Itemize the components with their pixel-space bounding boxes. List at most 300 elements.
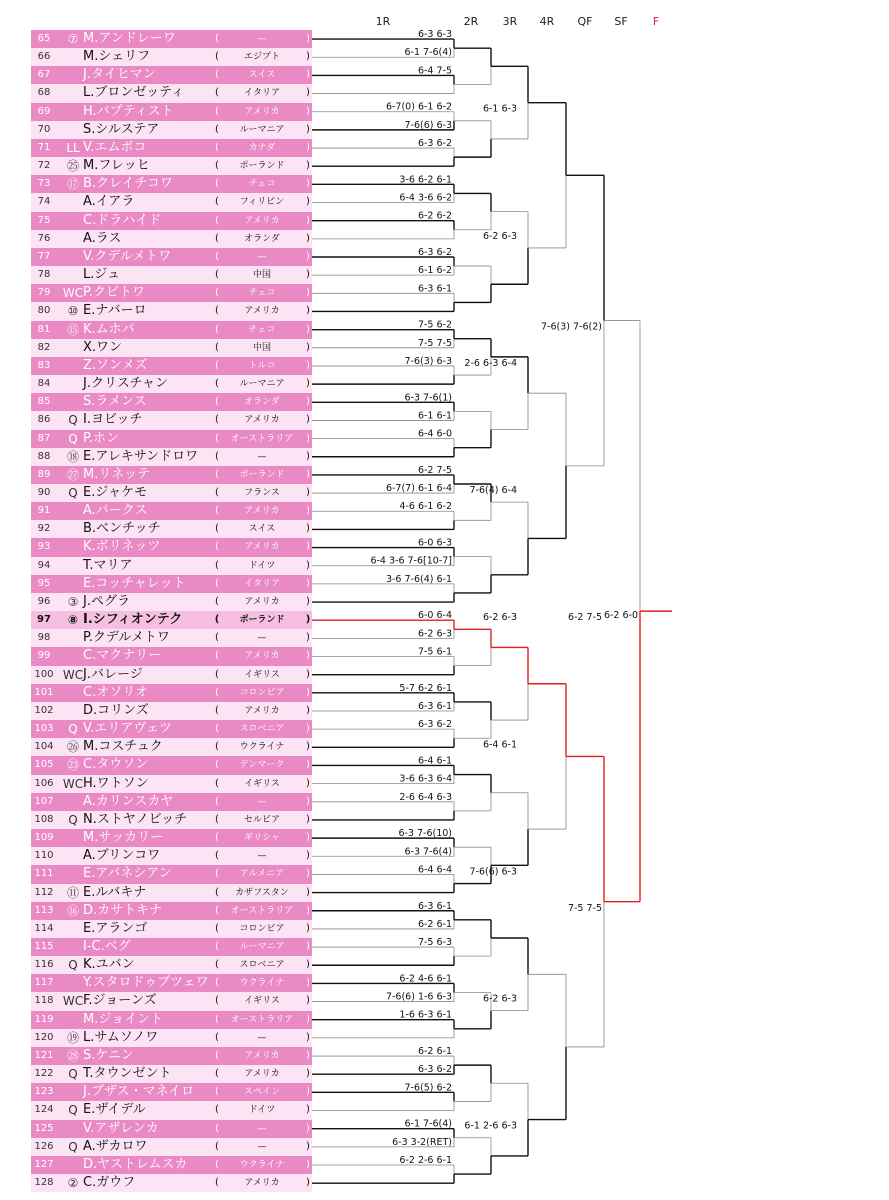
paren-close: ): [306, 813, 310, 825]
paren-close: ): [306, 941, 310, 952]
paren-close: ): [306, 541, 310, 553]
paren-open: (: [215, 69, 219, 81]
match-score: 3-6 7-6(4) 6-1: [385, 573, 452, 585]
match-score: 6-2 6-3: [482, 230, 517, 242]
paren-close: ): [306, 232, 310, 244]
match-score: 6-4 3-6 7-6[10-7]: [370, 555, 452, 567]
paren-open: (: [215, 559, 219, 571]
player-name: C.マクナリー: [83, 648, 162, 664]
match-score: 6-4 6-1: [482, 739, 517, 751]
paren-close: ): [306, 832, 310, 844]
paren-close: ): [306, 33, 310, 44]
match-score: 6-7(0) 6-1 6-2: [385, 101, 452, 113]
player-number: 114: [34, 922, 54, 934]
match-score: 7-6(3) 7-6(2): [541, 321, 602, 333]
player-country: チェコ: [248, 324, 276, 335]
paren-open: (: [215, 1031, 219, 1043]
player-number: 73: [37, 178, 51, 190]
paren-close: ): [306, 396, 310, 408]
player-number: 124: [34, 1104, 54, 1116]
player-number: 96: [37, 595, 51, 607]
paren-close: ): [306, 577, 310, 589]
player-name: C.タウソン: [83, 757, 149, 773]
player-name: K.ユバン: [83, 957, 135, 973]
round-header-3r: 3R: [502, 15, 518, 28]
player-number: 110: [34, 850, 54, 862]
player-country: コロンビア: [239, 687, 285, 698]
match-score: 3-6 6-3 6-4: [399, 773, 452, 785]
player-name: I.ヨビッチ: [83, 412, 143, 428]
player-name: D.カサトキナ: [83, 902, 163, 918]
player-name: M.サッカリー: [83, 830, 164, 846]
player-number: 116: [34, 959, 54, 971]
player-seed: ㉓: [66, 758, 79, 773]
match-score: 6-1 7-6(4): [404, 47, 452, 59]
paren-open: (: [215, 323, 219, 335]
player-country: ルーマニア: [239, 942, 285, 952]
match-score: 6-2 6-1: [417, 918, 452, 930]
paren-open: (: [215, 1104, 219, 1116]
player-name: Y.スタロドゥブツェワ: [83, 975, 209, 991]
paren-open: (: [215, 650, 219, 662]
player-seed: Q: [68, 486, 78, 500]
paren-close: ): [306, 559, 310, 571]
player-seed: ㉖: [66, 740, 79, 755]
player-number: 74: [37, 196, 51, 208]
paren-close: ): [306, 414, 310, 426]
player-name: A.ザカロワ: [83, 1138, 148, 1154]
player-country: アメリカ: [244, 1178, 280, 1189]
player-name: L.サムソノワ: [83, 1029, 159, 1045]
player-seed: WC: [62, 994, 84, 1009]
match-score: 6-3 3-2(RET): [392, 1136, 452, 1148]
player-seed: Q: [68, 722, 78, 737]
player-seed: ②: [67, 1176, 79, 1191]
player-name: T.マリア: [83, 557, 133, 573]
player-seed: WC: [62, 776, 84, 791]
match-score: 6-1 2-6 6-3: [464, 1120, 517, 1132]
player-country: —: [257, 1141, 267, 1152]
paren-close: ): [306, 650, 310, 662]
paren-close: ): [306, 51, 310, 63]
player-name: V.クデルメトワ: [83, 248, 172, 264]
player-country: ポーランド: [239, 469, 285, 480]
player-name: J.クリスチャン: [83, 376, 169, 392]
player-seed: ⑮: [66, 322, 79, 337]
paren-open: (: [215, 51, 219, 63]
player-name: C.ドラハイド: [83, 212, 162, 228]
match-score: 6-7(7) 6-1 6-4: [385, 483, 452, 495]
player-name: X.ワン: [83, 339, 123, 355]
player-country: アメリカ: [244, 542, 280, 553]
paren-open: (: [215, 1086, 219, 1098]
match-score: 7-5 6-2: [417, 319, 452, 331]
player-name: E.アランゴ: [83, 920, 148, 936]
player-name: C.オソリオ: [83, 684, 149, 700]
player-number: 112: [34, 886, 54, 898]
player-country: コロンビア: [239, 923, 285, 934]
player-number: 95: [37, 577, 51, 589]
paren-open: (: [215, 759, 219, 771]
player-name: N.ストヤノビッチ: [83, 811, 188, 827]
player-country: アルメニア: [239, 869, 285, 880]
match-score: 6-4 3-6 6-2: [399, 192, 452, 204]
player-country: オランダ: [244, 397, 280, 408]
player-number: 78: [37, 269, 51, 281]
paren-open: (: [215, 396, 219, 408]
paren-close: ): [306, 287, 310, 299]
player-number: 86: [37, 414, 51, 426]
player-name: A.イアラ: [83, 194, 135, 210]
paren-open: (: [215, 33, 219, 44]
player-country: ウクライナ: [239, 742, 285, 753]
paren-open: (: [214, 614, 220, 626]
paren-open: (: [215, 1068, 219, 1080]
paren-open: (: [215, 832, 219, 844]
player-seed: WC: [62, 286, 84, 301]
player-country: ポーランド: [239, 161, 285, 172]
player-number: 106: [34, 777, 54, 789]
match-score: 7-5 6-1: [417, 646, 452, 658]
player-number: 81: [37, 323, 51, 335]
match-score: 6-3 6-2: [417, 1064, 452, 1076]
player-name: P.ホン: [83, 430, 119, 446]
match-score: 6-3 6-1: [417, 283, 452, 295]
player-country: アメリカ: [244, 506, 280, 517]
player-seed: Q: [68, 812, 78, 827]
player-number: 93: [37, 541, 51, 553]
match-score: 6-3 6-3: [417, 29, 452, 41]
round-header-2r: 2R: [463, 15, 479, 28]
player-country: アメリカ: [244, 596, 280, 607]
player-seed: ⑰: [66, 177, 79, 192]
player-number: 104: [34, 741, 54, 753]
paren-open: (: [215, 1013, 219, 1025]
player-name: E.ナバーロ: [83, 303, 147, 319]
match-score: 6-3 6-2: [417, 719, 452, 731]
match-score: 7-5 7-5: [417, 337, 452, 349]
player-number: 128: [34, 1177, 54, 1189]
round-header-1r: 1R: [375, 15, 391, 28]
player-number: 119: [34, 1013, 54, 1025]
player-country: スロベニア: [239, 724, 285, 735]
match-score: 4-6 6-1 6-2: [399, 501, 452, 513]
paren-close: ): [306, 1086, 310, 1098]
player-country: イタリア: [243, 88, 280, 99]
player-name: Z.ソンメズ: [83, 357, 148, 373]
player-seed: ㉘: [66, 1048, 79, 1063]
player-number: 94: [37, 559, 51, 571]
round-header-4r: 4R: [539, 15, 555, 28]
paren-open: (: [215, 1122, 219, 1134]
match-score: 6-3 6-1: [417, 701, 452, 712]
paren-close: ): [306, 904, 310, 916]
player-number: 87: [37, 432, 51, 444]
paren-close: ): [306, 160, 310, 172]
match-score: 7-5 7-5: [567, 902, 602, 914]
final-score: 6-2 6-0: [603, 610, 638, 622]
match-score: 7-6(4) 6-4: [469, 485, 517, 497]
match-score: 6-2 4-6 6-1: [399, 973, 452, 985]
player-country: アメリカ: [244, 1069, 280, 1080]
player-number: 121: [34, 1049, 54, 1061]
paren-close: ): [306, 269, 310, 281]
player-country: フィリピン: [239, 197, 285, 208]
player-number: 85: [37, 396, 51, 408]
paren-close: ): [305, 614, 311, 626]
paren-open: (: [215, 795, 219, 807]
paren-open: (: [215, 850, 219, 862]
paren-close: ): [306, 87, 310, 99]
player-number: 105: [34, 759, 54, 771]
player-name: L.ブロンゼッティ: [83, 85, 185, 101]
player-seed: Q: [68, 413, 78, 428]
paren-close: ): [306, 886, 310, 898]
match-score: 2-6 6-4 6-3: [399, 791, 452, 803]
match-score: 6-3 6-2: [417, 247, 452, 258]
player-country: アメリカ: [244, 705, 280, 716]
player-country: アメリカ: [244, 415, 280, 426]
paren-open: (: [215, 541, 219, 553]
paren-open: (: [215, 178, 219, 190]
paren-close: ): [306, 977, 310, 989]
paren-close: ): [306, 723, 310, 735]
player-name: E.ルバキナ: [83, 884, 147, 900]
player-number: 111: [34, 868, 54, 880]
player-country: —: [257, 251, 267, 262]
paren-open: (: [215, 577, 219, 589]
paren-open: (: [215, 487, 219, 498]
player-number: 109: [34, 832, 54, 844]
paren-open: (: [215, 87, 219, 99]
match-score: 6-2 7-5: [567, 612, 602, 624]
player-name: B.クレイチコワ: [83, 176, 173, 192]
paren-close: ): [306, 1104, 310, 1116]
paren-open: (: [215, 777, 219, 789]
paren-close: ): [306, 378, 310, 390]
player-country: —: [257, 796, 267, 807]
paren-open: (: [215, 704, 219, 716]
match-score: 6-3 7-6(1): [404, 392, 452, 404]
paren-close: ): [306, 686, 310, 698]
player-country: イギリス: [244, 996, 280, 1007]
player-number: 107: [34, 795, 54, 807]
match-score: 6-1 7-6(4): [404, 1118, 452, 1130]
player-number: 125: [34, 1122, 54, 1134]
player-number: 66: [37, 51, 51, 63]
player-country: ウクライナ: [239, 1159, 285, 1170]
paren-close: ): [306, 250, 310, 262]
player-name: J.ペグラ: [83, 593, 130, 609]
player-name: M.コスチュク: [83, 739, 163, 755]
paren-close: ): [306, 741, 310, 753]
player-name: H.バプティスト: [83, 103, 174, 119]
player-seed: Q: [68, 958, 78, 973]
player-name: I-C.ベグ: [83, 939, 131, 954]
player-country: セルビア: [243, 814, 280, 825]
paren-close: ): [306, 141, 310, 153]
player-country: チェコ: [248, 179, 276, 190]
match-score: 6-1 6-1: [417, 410, 452, 422]
paren-close: ): [306, 632, 310, 644]
player-name: T.タウンゼント: [83, 1066, 172, 1082]
round-header-qf: QF: [577, 15, 593, 28]
match-score: 6-2 6-3: [417, 628, 452, 640]
player-seed: ⑩: [67, 304, 79, 319]
player-name: E.アバネシアン: [83, 866, 172, 882]
match-score: 7-6(6) 6-3: [469, 866, 517, 878]
player-name: B.ベンチッチ: [83, 521, 161, 537]
player-country: イタリア: [243, 578, 280, 589]
player-country: イギリス: [244, 669, 280, 680]
player-number: 83: [37, 359, 51, 371]
paren-close: ): [306, 323, 310, 335]
paren-open: (: [215, 1158, 219, 1170]
match-score: 6-2 7-5: [417, 464, 452, 476]
player-country: エジプト: [243, 52, 280, 63]
paren-close: ): [306, 523, 310, 535]
paren-open: (: [215, 595, 219, 607]
player-number: 88: [37, 450, 51, 462]
paren-open: (: [215, 359, 219, 371]
player-number: 84: [37, 378, 51, 390]
player-name: A.パークス: [83, 503, 148, 519]
player-seed: ⑪: [66, 885, 79, 900]
paren-close: ): [306, 450, 310, 462]
player-name: D.ヤストレムスカ: [83, 1156, 188, 1172]
player-country: カナダ: [248, 142, 276, 153]
match-score: 6-2 6-3: [482, 612, 517, 624]
paren-close: ): [306, 105, 310, 117]
player-name: A.ラス: [83, 230, 122, 246]
player-seed: ㉕: [66, 159, 79, 174]
paren-open: (: [215, 414, 219, 426]
paren-close: ): [306, 868, 310, 880]
player-name: D.コリンズ: [83, 702, 149, 718]
match-score: 6-3 7-6(10): [398, 828, 452, 840]
player-country: デンマーク: [239, 760, 285, 771]
paren-close: ): [306, 505, 310, 517]
paren-open: (: [215, 123, 219, 135]
paren-close: ): [306, 432, 310, 444]
player-name: J.ブザス・マネイロ: [83, 1084, 195, 1100]
player-name: F.ジョーンズ: [83, 993, 157, 1009]
paren-open: (: [215, 922, 219, 934]
player-number: 100: [34, 668, 54, 680]
player-number: 90: [37, 487, 51, 498]
player-number: 120: [34, 1031, 54, 1043]
player-number: 75: [37, 214, 51, 226]
match-score: 6-3 7-6(4): [404, 846, 452, 858]
player-number: 69: [37, 105, 51, 117]
paren-close: ): [306, 995, 310, 1007]
player-number: 126: [34, 1140, 54, 1152]
player-country: ギリシャ: [244, 833, 280, 844]
player-name: E.ザイデル: [83, 1102, 146, 1118]
player-number: 76: [37, 232, 51, 244]
player-number: 123: [34, 1086, 54, 1098]
paren-open: (: [215, 341, 219, 353]
paren-close: ): [306, 487, 310, 498]
player-number: 108: [34, 813, 54, 825]
player-name: M.シェリフ: [83, 49, 151, 65]
player-name: S.ラメンス: [83, 394, 147, 410]
paren-open: (: [215, 723, 219, 735]
player-number: 122: [34, 1068, 54, 1080]
player-number: 118: [34, 995, 54, 1007]
paren-open: (: [215, 1049, 219, 1061]
paren-close: ): [306, 214, 310, 226]
player-number: 68: [37, 87, 51, 99]
paren-open: (: [215, 1177, 219, 1189]
paren-close: ): [306, 178, 310, 190]
paren-close: ): [306, 468, 310, 480]
player-number: 98: [37, 632, 51, 644]
match-score: 6-2 6-1: [417, 1046, 452, 1058]
player-number: 82: [37, 341, 51, 353]
paren-close: ): [306, 1122, 310, 1134]
player-country: カザフスタン: [235, 887, 289, 898]
player-country: —: [257, 1123, 267, 1134]
paren-close: ): [306, 305, 310, 317]
player-number: 71: [37, 141, 51, 153]
match-score: 6-2 2-6 6-1: [399, 1155, 452, 1166]
paren-open: (: [215, 741, 219, 753]
player-name: A.ブリンコワ: [83, 848, 161, 864]
paren-open: (: [215, 305, 219, 317]
player-country: スペイン: [243, 1087, 280, 1098]
player-seed: ⑦: [67, 32, 79, 46]
player-name: J.バレージ: [83, 666, 143, 682]
match-score: 6-2 6-2: [417, 210, 452, 222]
player-country: 中国: [252, 270, 271, 281]
player-seed: ㉗: [66, 467, 79, 482]
player-name: E.コッチャレット: [83, 575, 186, 591]
player-number: 67: [37, 69, 51, 81]
paren-close: ): [306, 1177, 310, 1189]
paren-close: ): [306, 123, 310, 135]
player-seed: ③: [67, 594, 79, 609]
paren-close: ): [306, 1013, 310, 1025]
paren-close: ): [306, 850, 310, 862]
match-score: 6-1 6-3: [482, 103, 517, 115]
player-name: M.ジョイント: [83, 1011, 164, 1027]
player-seed: Q: [68, 1139, 78, 1154]
paren-open: (: [215, 977, 219, 989]
match-score: 2-6 6-3 6-4: [464, 357, 517, 369]
player-number: 92: [37, 523, 51, 535]
match-score: 6-1 6-2: [417, 265, 452, 277]
paren-open: (: [215, 813, 219, 825]
player-country: フランス: [244, 488, 280, 498]
player-number: 72: [37, 160, 51, 172]
paren-close: ): [306, 1031, 310, 1043]
player-name: M.リネッテ: [83, 466, 151, 482]
match-score: 5-7 6-2 6-1: [399, 682, 452, 694]
match-score: 6-3 6-2: [417, 138, 452, 150]
player-number: 117: [34, 977, 54, 989]
player-name: A.カリンスカヤ: [83, 793, 174, 809]
paren-open: (: [215, 686, 219, 698]
player-country: アメリカ: [244, 106, 280, 117]
paren-close: ): [306, 668, 310, 680]
paren-open: (: [215, 250, 219, 262]
player-country: イギリス: [244, 778, 280, 789]
paren-open: (: [215, 995, 219, 1007]
paren-close: ): [306, 69, 310, 81]
player-number: 89: [37, 468, 51, 480]
player-country: チェコ: [248, 288, 276, 299]
